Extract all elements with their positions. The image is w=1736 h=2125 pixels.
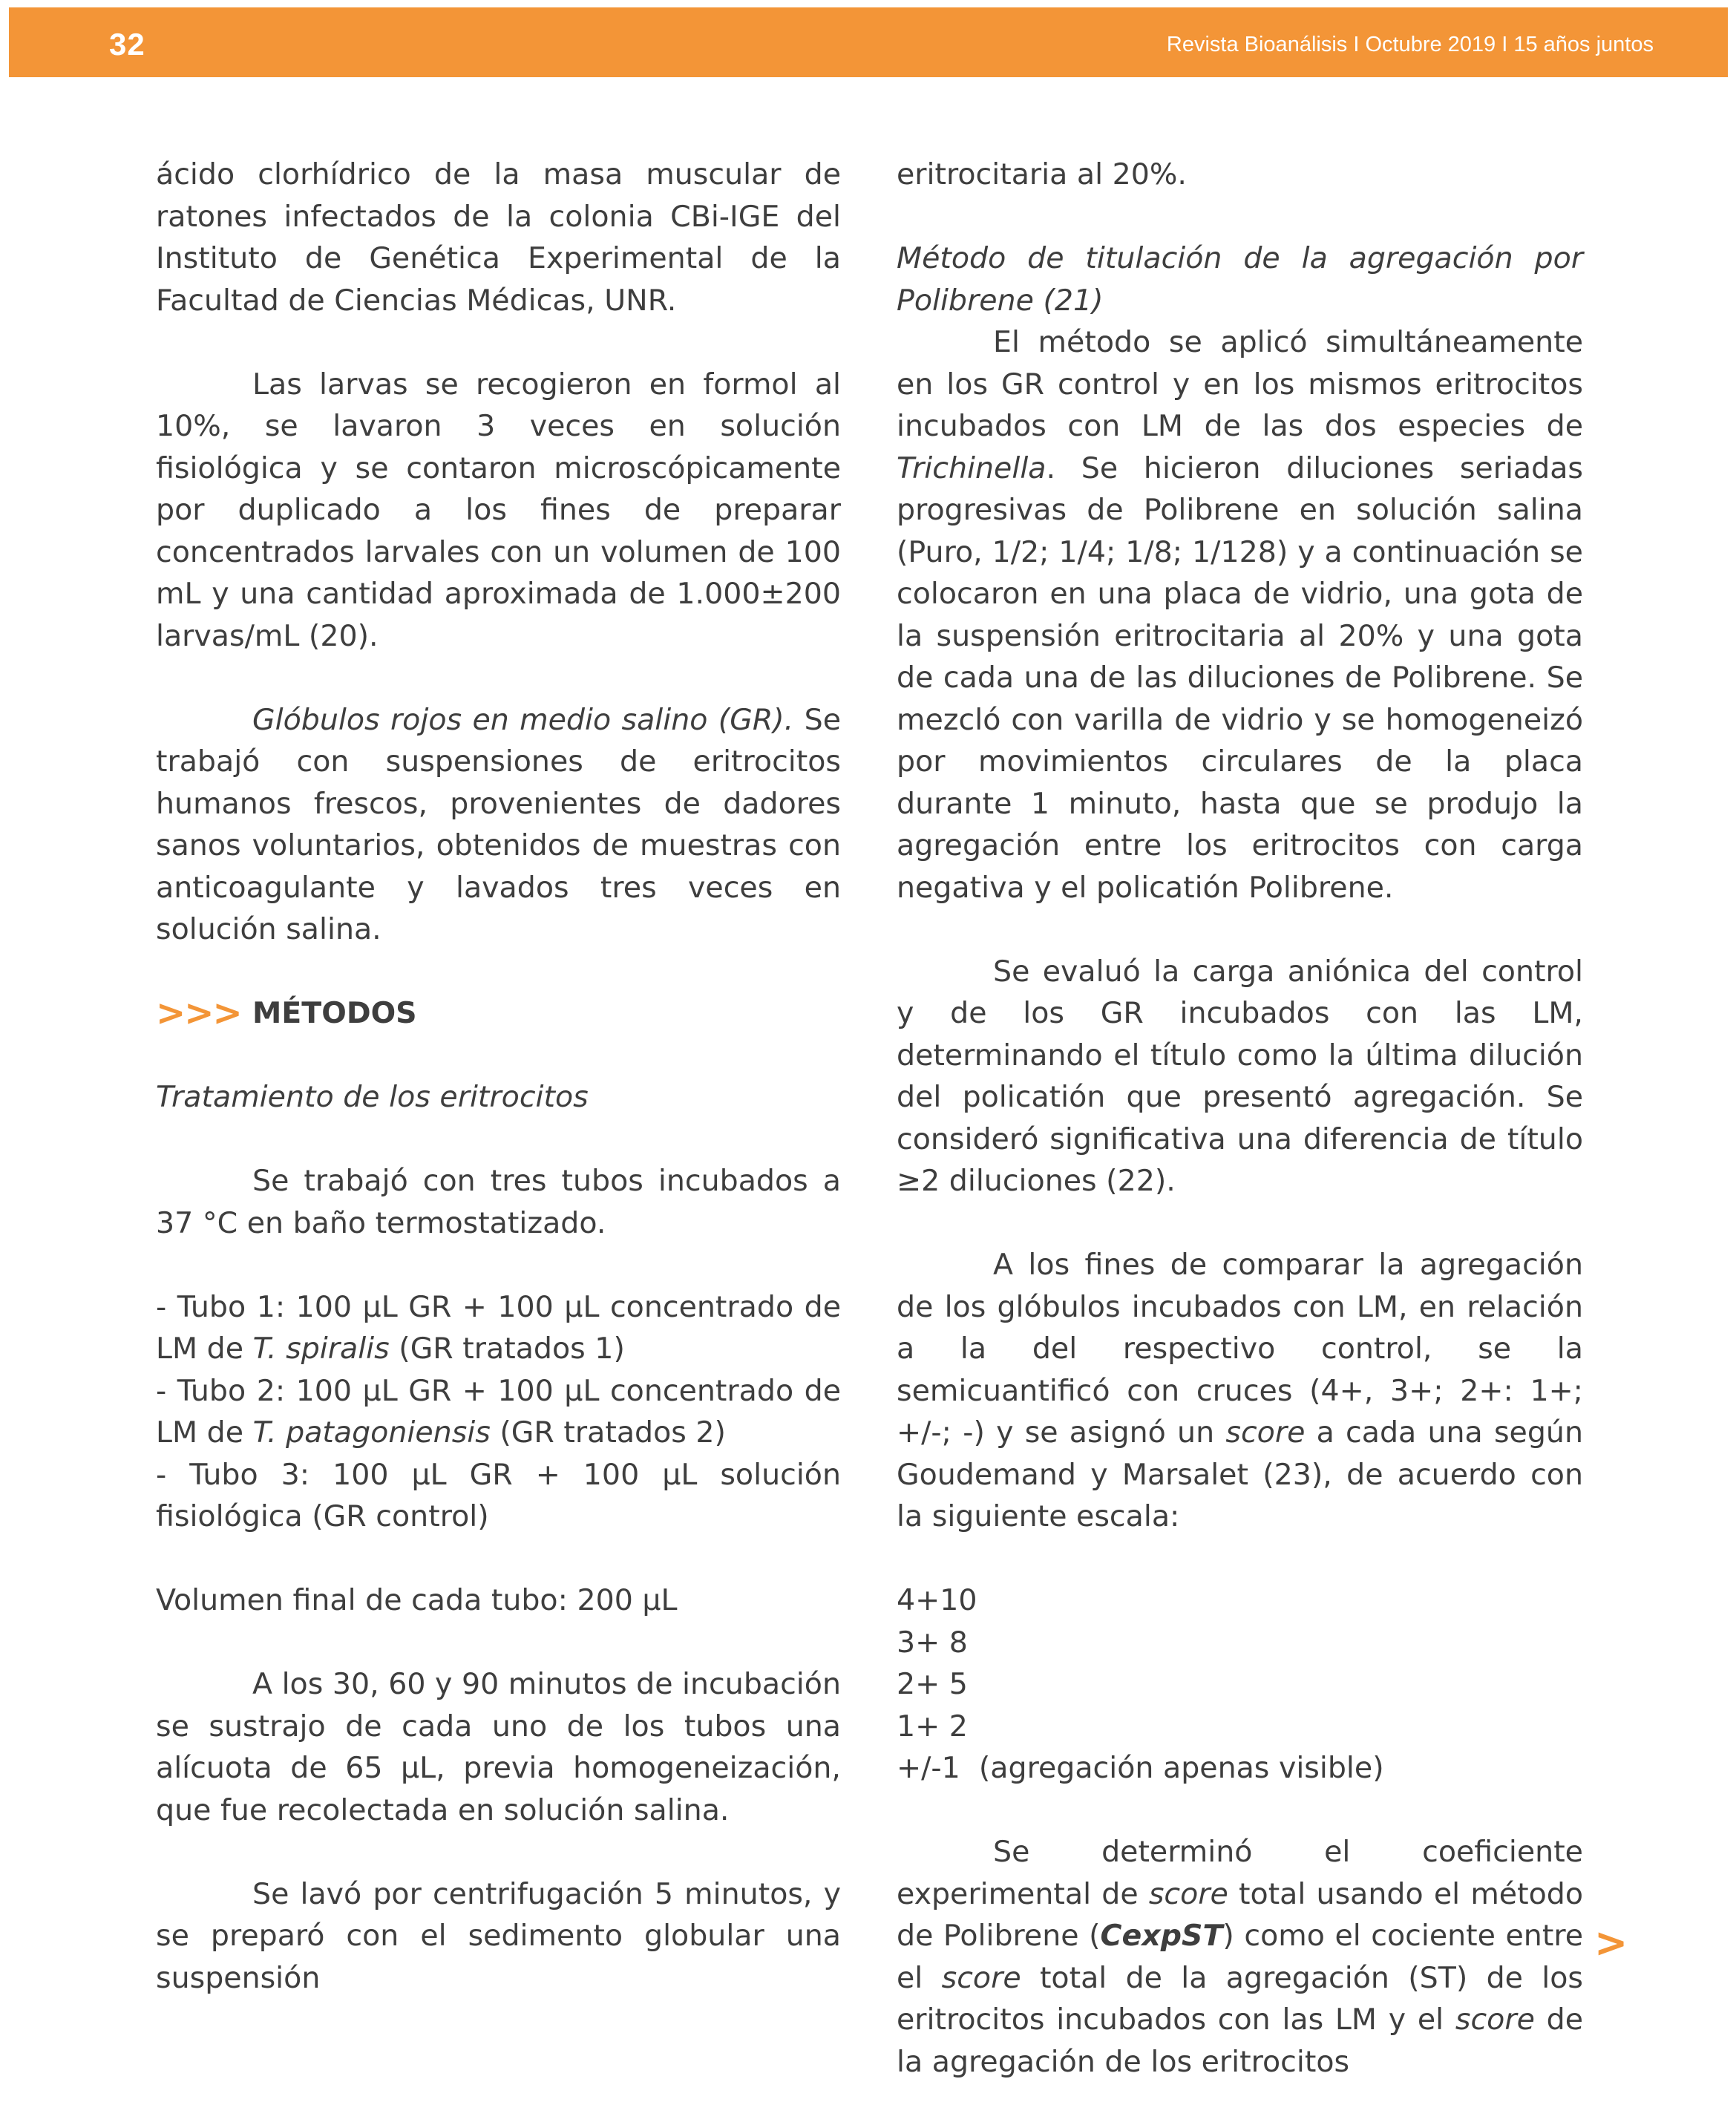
paragraph-text: Se trabajó con suspensiones de eritrocitos humanos frescos, provenientes de dadores sanos voluntarios, obtenidos de muestras con anticoagulante y lavados tres veces en solución salina. [156,702,841,946]
subsection-title: Tratamiento de los eritrocitos [156,1080,589,1114]
scale-row: 1+ 2 [897,1709,968,1743]
list-text: (GR tratados 2) [490,1415,726,1450]
subsection-title: Método de titulación de la agregación por Polibrene (21) [897,241,1583,318]
section-heading [156,992,841,1035]
paragraph-text: . Se hicieron diluciones seriadas progresivas de Polibrene en solución salina (Puro, 1/2; 1/4; 1/8; 1/128) y a continuación se colocaron en una placa de vidrio, una gota de la suspensión eritrocitaria al 20% y una gota de cada una de las diluciones de Polibrene. Se mezcló con varilla de vidrio y se homogeneizó por movimientos circulares de la placa durante 1 minuto, hasta que se produjo la agregación entre los eritrocitos con carga negativa y el policatión Polibrene. [897,451,1583,905]
page-number: 32 [109,27,145,62]
running-head: Revista Bioanálisis I Octubre 2019 I 15 años juntos [1166,33,1654,56]
scale-row: 2+ 5 [897,1667,968,1701]
score-scale [897,1579,1583,1790]
paragraph-text: El método se aplicó simultáneamente en los GR control y en los mismos eritrocitos incubados con LM de las dos especies de [897,325,1583,443]
right-column [897,154,1583,2125]
paragraph: A los 30, 60 y 90 minutos de incubación se sustrajo de cada uno de los tubos una alícuota de 65 μL, previa homogeneización, que fue recolectada en solución salina. [156,1667,841,1827]
list-text: - Tubo 2: 100 μL GR + 100 μL concentrado de LM de [156,1373,841,1450]
term: score [1225,1415,1306,1450]
paragraph-text: a cada una según Goudemand y Marsalet (23), de acuerdo con la siguiente escala: [897,1415,1583,1533]
paragraph-text: A los fines de comparar la agregación de los glóbulos incubados con LM, en relación a la del respectivo control, se la semicuantificó con cruces (4+, 3+; 2+: 1+; +/-; -) y se asignó un [897,1248,1583,1450]
list-item [156,1286,841,1370]
paragraph: Se evaluó la carga aniónica del control y de los GR incubados con las LM, determinando el título como la última dilución del policatión que presentó agregación. Se consideró significativa una diferencia de título ≥2 diluciones (22). [897,954,1583,1198]
term: score [941,1960,1021,1995]
paragraph: ácido clorhídrico de la masa muscular de ratones infectados de la colonia CBi-IGE del Instituto de Genética Experimental de la Facultad de Ciencias Médicas, UNR. [156,157,841,318]
paragraph-text: total usando el método de Polibrene ( [897,1876,1583,1953]
list-text: - Tubo 1: 100 μL GR + 100 μL concentrado de LM de [156,1289,841,1366]
paragraph: Se trabajó con tres tubos incubados a 37 °C en baño termostatizado. [156,1164,841,1240]
scale-row: 3+ 8 [897,1625,968,1660]
genus-name: Trichinella [897,451,1046,485]
scale-row: +/-1 (agregación apenas visible) [897,1751,1384,1785]
list-item [156,1370,841,1454]
italic-run-in: Glóbulos rojos en medio salino (GR). [252,702,794,737]
paragraph-text: total de la agregación (ST) de los eritrocitos incubados con las LM y el [897,1960,1583,2037]
term-abbrev: CexpST [1100,1919,1223,1953]
paragraph [897,1244,1583,1538]
term: score [1148,1876,1228,1911]
section-title: MÉTODOS [252,996,417,1030]
paragraph [897,321,1583,908]
chevron-icon: >>> [156,992,241,1034]
paragraph-text: Se determinó el coeficiente experimental de [897,1835,1583,1911]
scale-row: 4+10 [897,1583,977,1617]
left-column [156,154,841,2041]
paragraph-text: de la agregación de los eritrocitos [897,2003,1583,2079]
species-name: T. spiralis [252,1332,390,1366]
paragraph [156,699,841,951]
page-header-band [9,7,1728,77]
term: score [1455,2003,1535,2037]
paragraph: Las larvas se recogieron en formol al 10%, se lavaron 3 veces en solución fisiológica y se contaron microscópicamente por duplicado a los fines de preparar concentrados larvales con un volumen de 100 mL y una cantidad aproximada de 1.000±200 larvas/mL (20). [156,367,841,653]
paragraph: eritrocitaria al 20%. [897,157,1187,191]
next-page-arrow-icon[interactable]: > [1594,1919,1628,1966]
paragraph [897,1831,1583,2083]
paragraph: Volumen final de cada tubo: 200 μL [156,1583,678,1617]
paragraph: Se lavó por centrifugación 5 minutos, y se preparó con el sedimento globular una suspensión [156,1876,841,1995]
list-item: - Tubo 3: 100 μL GR + 100 μL solución fisiológica (GR control) [156,1457,841,1533]
paragraph-text: ) como el cociente entre el [897,1919,1583,1995]
species-name: T. patagoniensis [252,1415,491,1450]
list-text: (GR tratados 1) [389,1332,625,1366]
